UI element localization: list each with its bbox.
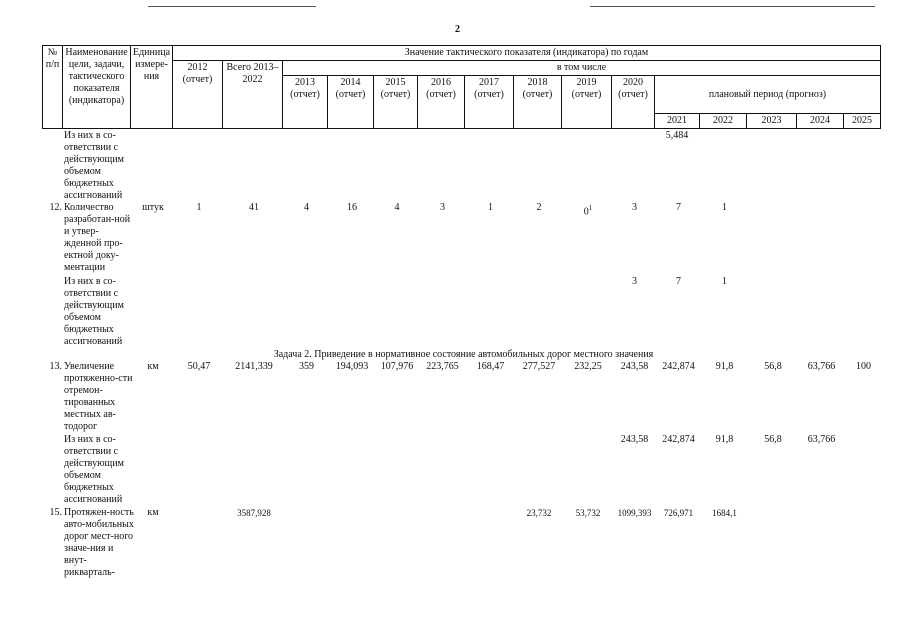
row-num: 15.: [49, 507, 62, 518]
row-name: Количество разработан-ной и утвер-жденной про-ектной доку-ментации: [64, 202, 131, 273]
row-plan-value: 91,8: [715, 434, 734, 445]
header-plan-title: плановый период (прогноз): [655, 76, 881, 114]
row-unit: км: [147, 361, 159, 372]
row-year-value: 168,47: [476, 361, 505, 372]
row-plan-value: 91,8: [715, 361, 734, 372]
row-plan-value: 56,8: [764, 361, 782, 372]
row-plan-value: 1: [722, 202, 727, 213]
row-year-value: 194,093: [335, 361, 369, 372]
row-plan-value: 7: [676, 202, 681, 213]
row-name: Протяжен-ность авто-мобильных дорог мест-ного значе-ния и внут-рикварталь-: [64, 507, 134, 578]
row-total: 41: [249, 202, 259, 213]
row-plan-value: 1684,1: [712, 508, 737, 518]
row-year-value: 23,732: [526, 508, 552, 518]
header-year: 2017 (отчет): [465, 76, 514, 129]
header-total: Всего 2013–2022: [223, 61, 283, 129]
row-year-value: 3: [632, 202, 637, 213]
row-plan-value: 56,8: [764, 434, 782, 445]
row-year-value: [563, 202, 613, 218]
header-plan-year: 2023: [747, 114, 797, 129]
header-plan-year: 2022: [700, 114, 747, 129]
row-year-value: 3: [440, 202, 445, 213]
top-rule: [590, 6, 875, 7]
row-plan-value: 63,766: [807, 361, 836, 372]
row-plan-value: 1: [722, 276, 727, 287]
header-year: 2020 (отчет): [612, 76, 655, 129]
header-plan-year: 2024: [797, 114, 844, 129]
row-plan-value: 242,874: [662, 434, 695, 445]
row-year-value: 2: [536, 202, 542, 213]
row-year-value: 359: [299, 361, 314, 372]
row-year-value: 1099,393: [617, 508, 652, 518]
header-year: 2013 (отчет): [283, 76, 328, 129]
header-year: 2014 (отчет): [328, 76, 374, 129]
row-unit: км: [147, 507, 159, 518]
row-name: Из них в со-ответствии с действующим объемом бюджетных ассигнований: [64, 434, 124, 505]
row-year-value: 243,58: [620, 434, 649, 445]
row-year-value: 53,732: [575, 508, 601, 518]
header-unit: Единица измере-ния: [131, 46, 173, 129]
header-incl-title: в том числе: [283, 61, 881, 76]
header-year: 2018 (отчет): [514, 76, 562, 129]
row-num: 12.: [49, 202, 62, 213]
header-table: [42, 45, 881, 129]
row-year-value: 1: [488, 202, 493, 213]
row-2012: 50,47: [187, 361, 211, 372]
row-name: Увеличение протяженно-сти отремон-тированных местных ав-тодорог: [64, 361, 133, 432]
header-plan-year: 2025: [844, 114, 881, 129]
row-year-value: 243,58: [620, 361, 649, 372]
row-year-value: 232,25: [574, 361, 602, 372]
header-2012: 2012 (отчет): [173, 61, 223, 129]
row-plan-value: 63,766: [807, 434, 836, 445]
row-num: 13.: [49, 361, 62, 372]
row-total: 2141,339: [235, 361, 273, 372]
header-year: 2015 (отчет): [374, 76, 418, 129]
row-year-value-text: 0: [583, 206, 589, 218]
row-year-value: 4: [394, 202, 400, 213]
row-plan-value: 242,874: [662, 361, 695, 372]
header-num: № п/п: [43, 46, 63, 129]
header-year: 2019 (отчет): [562, 76, 612, 129]
row-plan-value: 100: [856, 361, 871, 372]
row-year-value: 4: [304, 202, 309, 213]
header-name: Наименование цели, задачи, тактического показателя (индикатора): [63, 46, 131, 129]
row-plan-value: 726,971: [663, 508, 694, 518]
row-year-value: 277,527: [522, 361, 556, 372]
row-year-value: 3: [632, 276, 637, 287]
header-value-title: Значение тактического показателя (индикатора) по годам: [173, 46, 881, 61]
row-unit: штук: [142, 202, 164, 213]
row-name: Из них в со-ответствии с действующим объемом бюджетных ассигнований: [64, 276, 124, 347]
row-plan-value: 7: [676, 276, 681, 287]
task-heading: Задача 2. Приведение в нормативное состояние автомобильных дорог местного значения: [273, 349, 654, 360]
row-total: 3587,928: [237, 508, 271, 518]
header-year: 2016 (отчет): [418, 76, 465, 129]
footnote-mark: 1: [588, 204, 593, 212]
row-name: Из них в со-ответствии с действующим объемом бюджетных ассигнований: [64, 130, 124, 201]
top-rule: [148, 6, 316, 7]
row-plan-value: 5,484: [665, 130, 689, 141]
table-body: [42, 130, 885, 630]
row-year-value: 223,765: [426, 361, 459, 372]
row-2012: 1: [196, 202, 202, 213]
page-number: 2: [455, 24, 460, 35]
row-year-value: 107,976: [380, 361, 414, 372]
header-plan-year: 2021: [655, 114, 700, 129]
row-year-value: 16: [347, 202, 357, 213]
